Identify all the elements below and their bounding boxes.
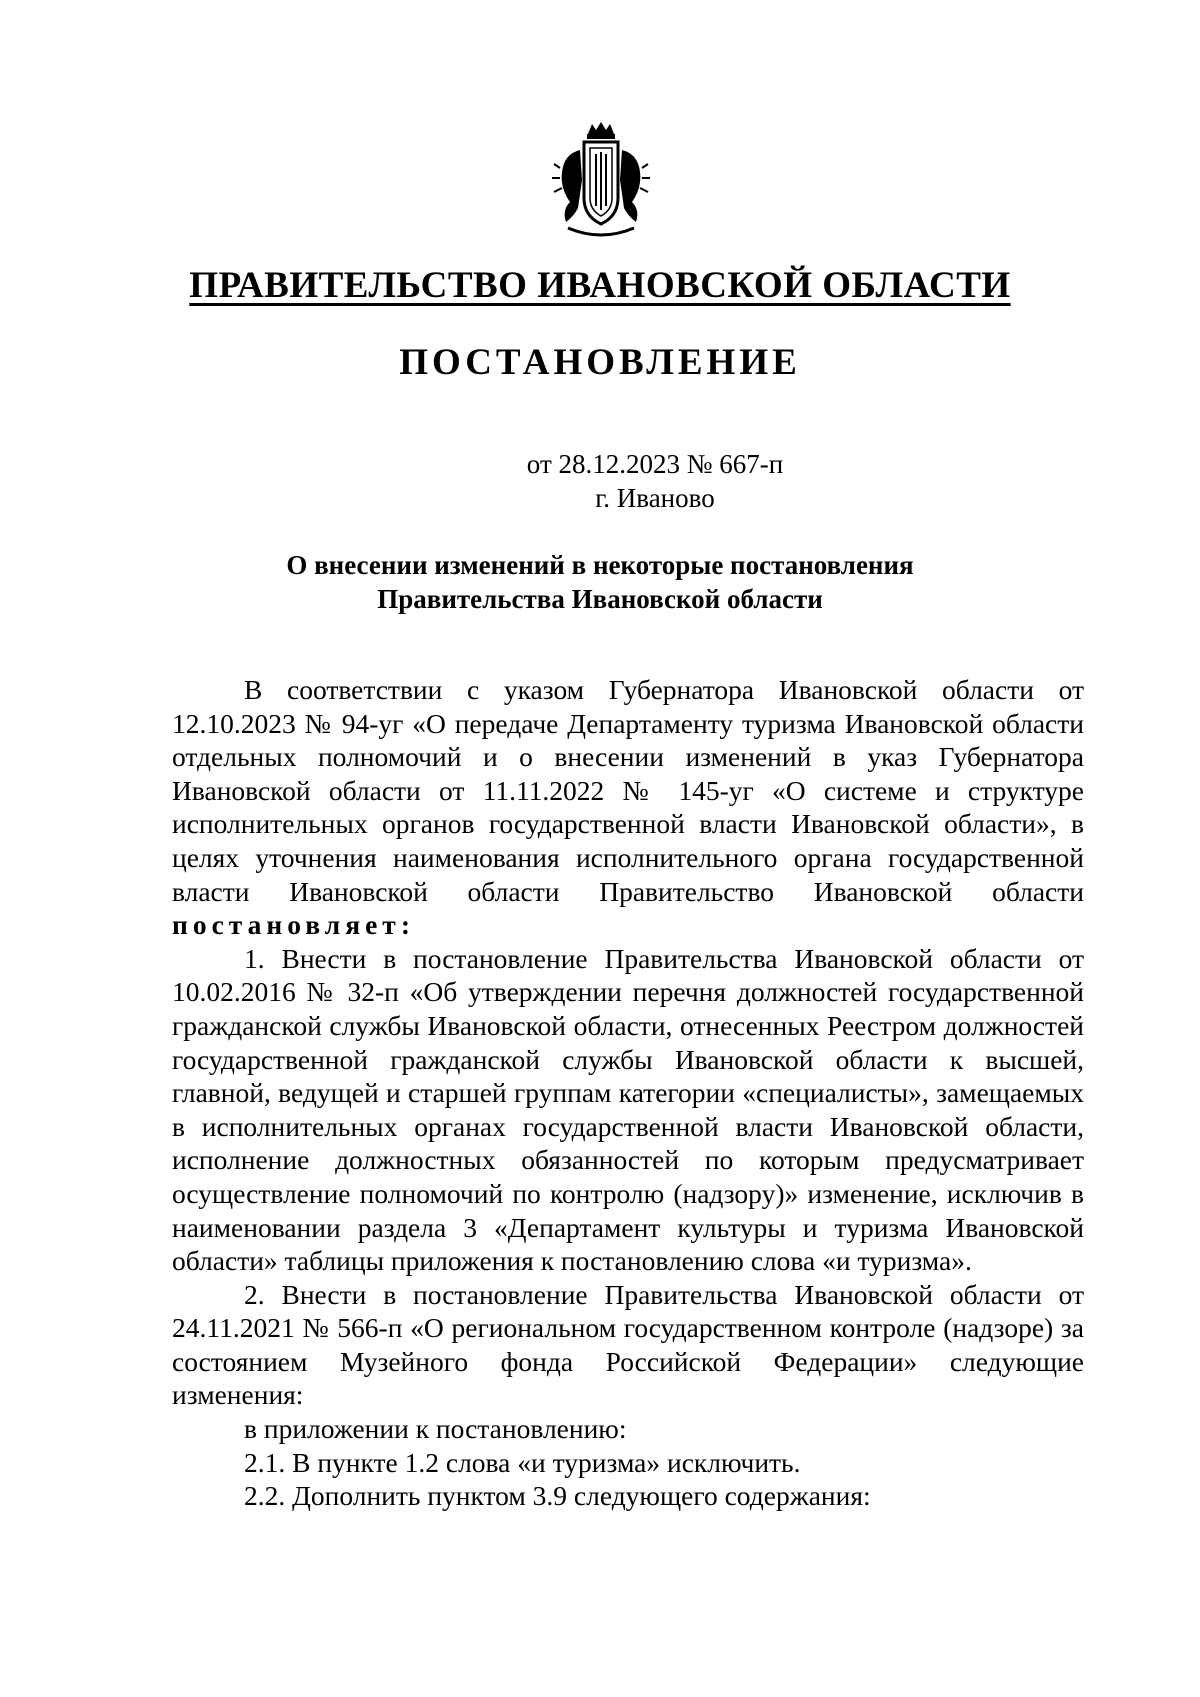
document-body	[172, 673, 1084, 1513]
organization-title: ПРАВИТЕЛЬСТВО ИВАНОВСКОЙ ОБЛАСТИ	[189, 265, 1011, 306]
city: г. Иваново	[595, 483, 715, 513]
item-2-intro: в приложении к постановлению:	[244, 1413, 627, 1445]
coat-of-arms-icon	[550, 120, 652, 240]
item-1-paragraph: 1. Внести в постановление Правительства Ивановской области от 10.02.2016 № 32-п «Об утверждении перечня должностей государственной гражданской службы Ивановской области, отнесенных Реестром должностей государственной гражданской службы Ивановской области к высшей, главной, ведущей и старшей группам категории «специалисты», замещаемых в исполнительных органах государственной власти Ивановской области, исполнение должностных обязанностей по которым предусматривает осуществление полномочий по контролю (надзору)» изменение, исключив в наименовании раздела 3 «Департамент культуры и туризма Ивановской области» таблицы приложения к постановлению слова «и туризма».	[172, 942, 1084, 1277]
document-type: ПОСТАНОВЛЕНИЕ	[399, 342, 801, 383]
subject-line-2: Правительства Ивановской области	[377, 584, 823, 614]
date-number: от 28.12.2023 № 667-п	[526, 449, 784, 479]
preamble-paragraph	[172, 673, 1084, 942]
item-2-paragraph: 2. Внести в постановление Правительства Ивановской области от 24.11.2021 № 566-п «О региональном государственном контроле (надзоре) за состоянием Музейного фонда Российской Федерации» следующие изменения:	[172, 1278, 1084, 1411]
item-2-1: 2.1. В пункте 1.2 слова «и туризма» исключить.	[244, 1446, 801, 1478]
item-2-2: 2.2. Дополнить пунктом 3.9 следующего содержания:	[244, 1480, 871, 1512]
decree-word: постановляет:	[172, 909, 415, 941]
document-subject	[170, 548, 1030, 616]
subject-line-1: О внесении изменений в некоторые постановления	[286, 550, 914, 580]
preamble-text: В соответствии с указом Губернатора Ивановской области от 12.10.2023 № 94-уг «О передаче Департаменту туризма Ивановской области отдельных полномочий и о внесении изменений в указ Губернатора Ивановской области от 11.11.2022 № 145-уг «О системе и структуре исполнительных органов государственной власти Ивановской области», в целях уточнения наименования исполнительного органа государственной власти Ивановской области Правительство Ивановской области	[172, 674, 1084, 907]
